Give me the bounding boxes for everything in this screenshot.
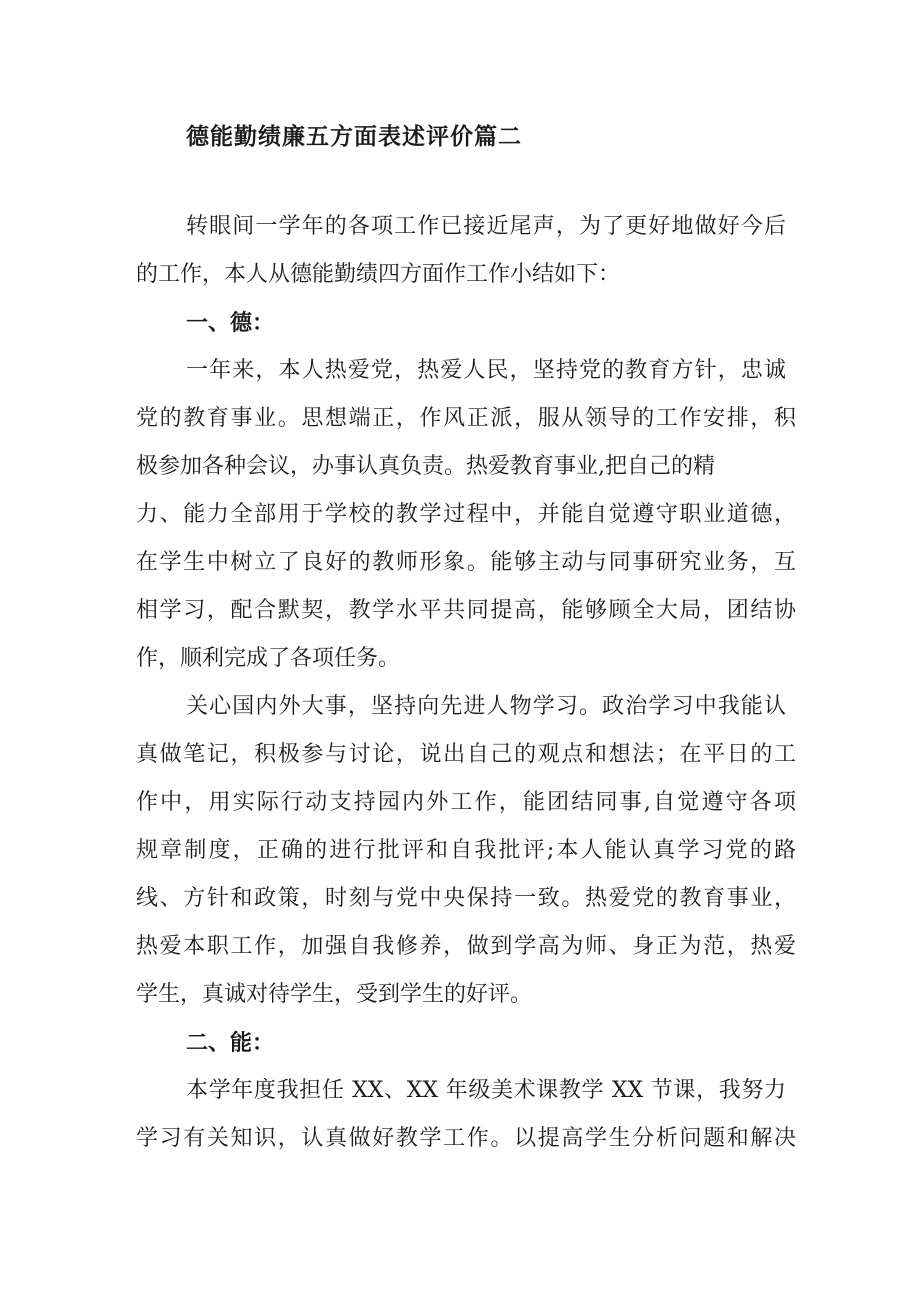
paragraph-line: 关心国内外大事，坚持向先进人物学习。政治学习中我能认	[186, 694, 786, 719]
paragraph-line: 一年来，本人热爱党，热爱人民，坚持党的教育方针，忠诚	[186, 358, 786, 383]
paragraph-line: 极参加各种会议，办事认真负责。热爱教育事业,把自己的精	[136, 454, 715, 479]
paragraph-line: 相学习，配合默契，教学水平共同提高，能够顾全大局，团结协	[136, 598, 796, 623]
paragraph-line: 线、方针和政策，时刻与党中央保持一致。热爱党的教育事业，	[136, 886, 796, 911]
paragraph-line: 真做笔记，积极参与讨论，说出自己的观点和想法；在平日的工	[136, 742, 796, 767]
section-heading-de: 一、德：	[186, 310, 275, 336]
paragraph-line: 作中，用实际行动支持园内外工作，能团结同事,自觉遵守各项	[136, 790, 796, 815]
paragraph-line: 本学年度我担任 XX、XX 年级美术课教学 XX 节课，我努力	[186, 1078, 786, 1103]
paragraph-line: 力、能力全部用于学校的教学过程中，并能自觉遵守职业道德，	[136, 502, 796, 527]
paragraph-line: 学习有关知识，认真做好教学工作。以提高学生分析问题和解决	[136, 1126, 796, 1151]
paragraph-line: 热爱本职工作，加强自我修养，做到学高为师、身正为范，热爱	[136, 934, 796, 959]
intro-line-2: 的工作，本人从德能勤绩四方面作工作小结如下：	[136, 262, 621, 287]
paragraph-line: 规章制度，正确的进行批评和自我批评;本人能认真学习党的路	[136, 838, 796, 863]
document-title: 德能勤绩廉五方面表述评价篇二	[186, 123, 522, 150]
paragraph-line: 党的教育事业。思想端正，作风正派，服从领导的工作安排，积	[136, 406, 796, 431]
paragraph-line: 作，顺利完成了各项任务。	[136, 646, 401, 671]
intro-line-1: 转眼间一学年的各项工作已接近尾声，为了更好地做好今后	[186, 214, 786, 239]
paragraph-line: 在学生中树立了良好的教师形象。能够主动与同事研究业务，互	[136, 550, 796, 575]
paragraph-line: 学生，真诚对待学生，受到学生的好评。	[136, 982, 533, 1007]
section-heading-neng: 二、能：	[186, 1030, 275, 1056]
